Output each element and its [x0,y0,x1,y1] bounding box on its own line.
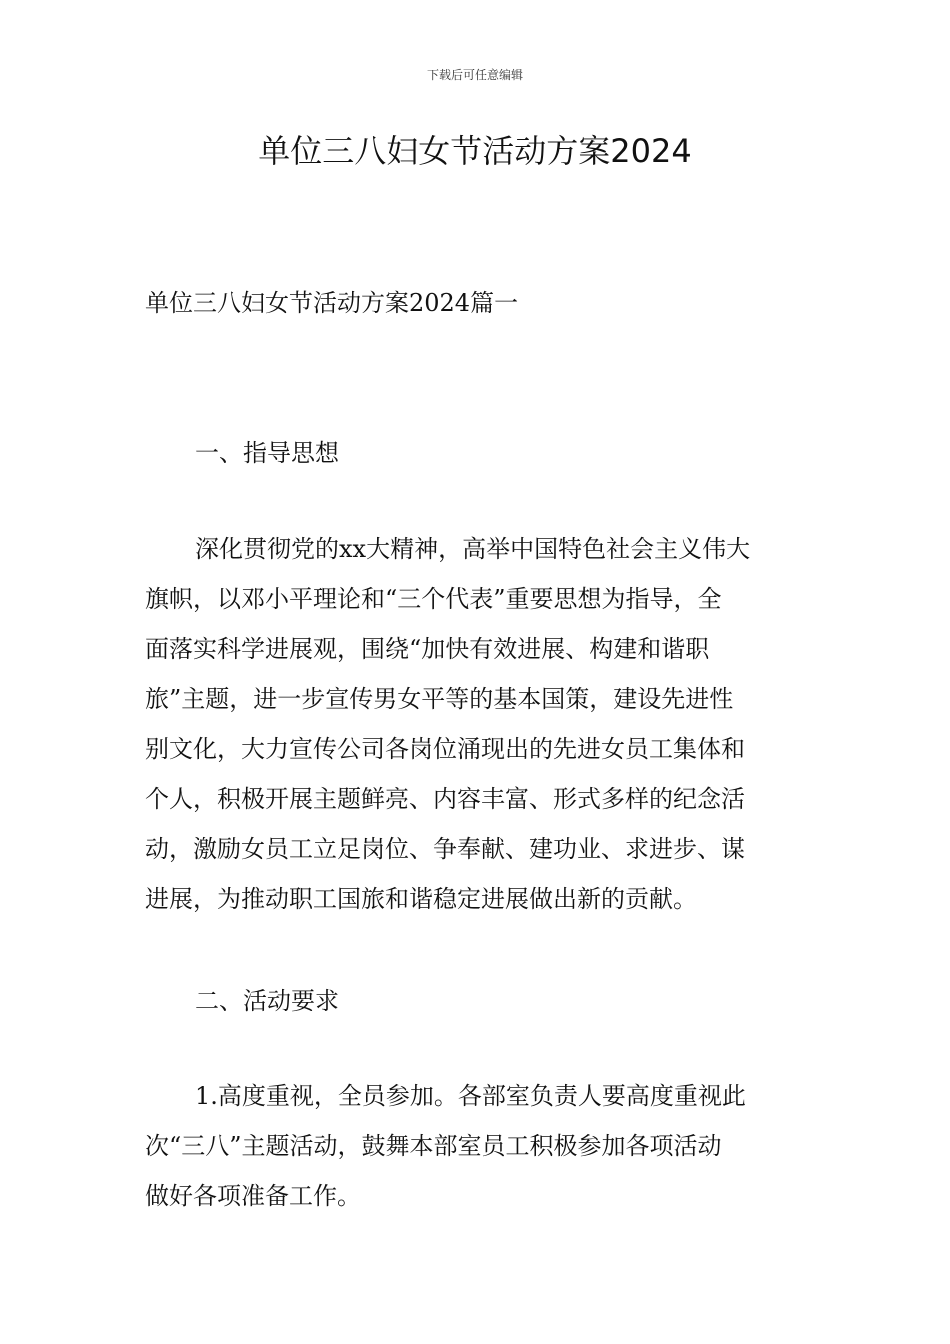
paragraph-line: 做好各项准备工作。 [145,1182,361,1210]
paragraph-line: 动，激励女员工立足岗位、争奉献、建功业、求进步、谋 [145,835,745,863]
section-paragraph-activity-requirements [145,1071,805,1221]
section-heading-activity-requirements: 二、活动要求 [195,987,339,1015]
paragraph-line: 1.高度重视，全员参加。各部室负责人要高度重视此 [195,1082,746,1110]
paragraph-line: 深化贯彻党的xx大精神，高举中国特色社会主义伟大 [195,535,751,563]
section-heading-guiding-ideology: 一、指导思想 [195,439,339,467]
document-subtitle: 单位三八妇女节活动方案2024篇一 [145,289,519,317]
document-title: 单位三八妇女节活动方案2024 [258,132,692,170]
paragraph-line: 进展，为推动职工国旅和谐稳定进展做出新的贡献。 [145,885,697,913]
paragraph-line: 面落实科学进展观，围绕“加快有效进展、构建和谐职 [145,635,710,663]
paragraph-line: 旅”主题，进一步宣传男女平等的基本国策，建设先进性 [145,685,734,713]
paragraph-line: 个人，积极开展主题鲜亮、内容丰富、形式多样的纪念活 [145,785,745,813]
section-paragraph-guiding-ideology [145,524,805,924]
header-note: 下载后可任意编辑 [426,68,523,82]
paragraph-line: 旗帜，以邓小平理论和“三个代表”重要思想为指导，全 [145,585,722,613]
paragraph-line: 次“三八”主题活动，鼓舞本部室员工积极参加各项活动 [145,1132,722,1160]
paragraph-line: 别文化，大力宣传公司各岗位涌现出的先进女员工集体和 [145,735,745,763]
